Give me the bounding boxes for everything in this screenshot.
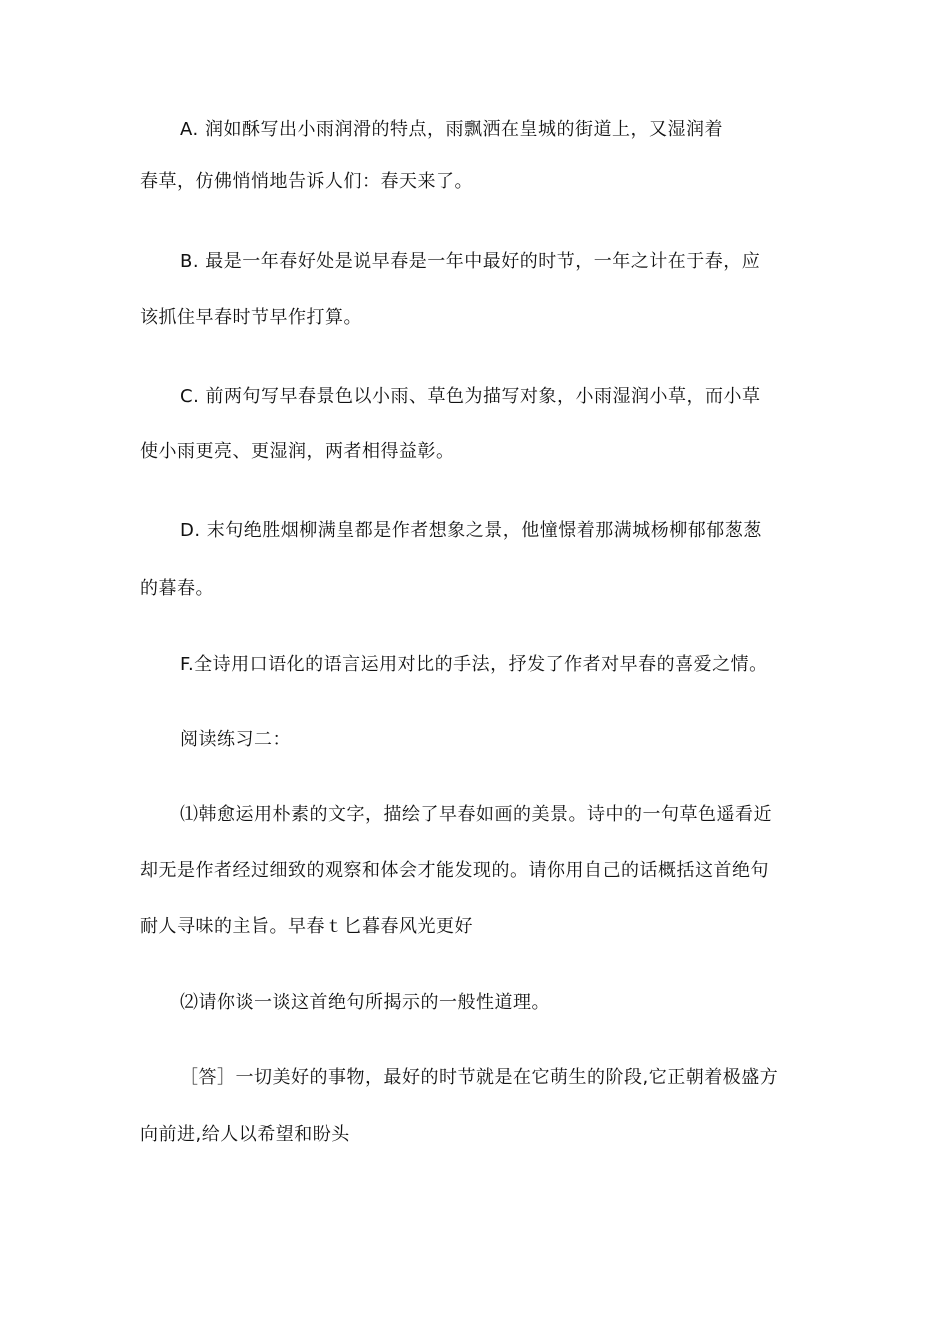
option-b-line-2: 该抓住早春时节早作打算。 <box>140 307 362 328</box>
option-b-line-1: B. 最是一年春好处是说早春是一年中最好的时节，一年之计在于春，应 <box>180 251 761 272</box>
option-d-line-2: 的暮春。 <box>140 578 214 599</box>
option-c-line-1: C. 前两句写早春景色以小雨、草色为描写对象，小雨湿润小草，而小草 <box>180 386 761 407</box>
option-a-line-2: 春草，仿佛悄悄地告诉人们：春天来了。 <box>140 171 473 192</box>
section-heading: 阅读练习二： <box>180 729 291 750</box>
option-d-line-1: D. 末句绝胜烟柳满皇都是作者想象之景，他憧憬着那满城杨柳郁郁葱葱 <box>180 520 762 541</box>
option-a-line-1: A. 润如酥写出小雨润滑的特点，雨飘洒在皇城的街道上，又湿润着 <box>180 119 723 140</box>
answer-line-2: 向前进,给人以希望和盼头 <box>140 1124 350 1145</box>
question-1-line-3: 耐人寻味的主旨。早春ｔ匕暮春风光更好 <box>140 916 473 937</box>
option-f-line: F.全诗用口语化的语言运用对比的手法，抒发了作者对早春的喜爱之情。 <box>180 654 768 675</box>
question-1-line-1: ⑴韩愈运用朴素的文字，描绘了早春如画的美景。诗中的一句草色遥看近 <box>180 804 772 825</box>
answer-line-1: ［答］一切美好的事物，最好的时节就是在它萌生的阶段,它正朝着极盛方 <box>180 1067 779 1088</box>
question-2-line: ⑵请你谈一谈这首绝句所揭示的一般性道理。 <box>180 992 550 1013</box>
question-1-line-2: 却无是作者经过细致的观察和体会才能发现的。请你用自己的话概括这首绝句 <box>140 860 769 881</box>
option-c-line-2: 使小雨更亮、更湿润，两者相得益彰。 <box>140 441 455 462</box>
